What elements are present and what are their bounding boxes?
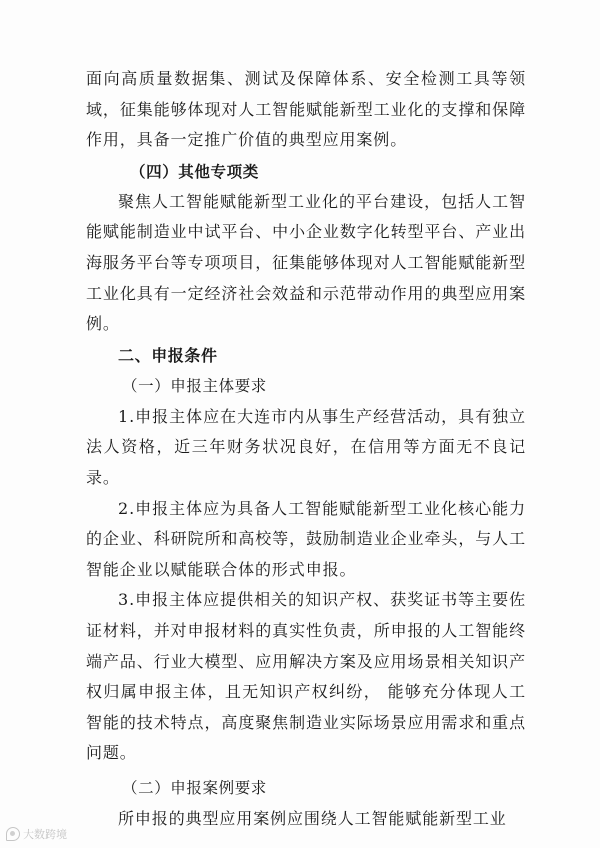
requirement-2: 2.申报主体应为具备人工智能赋能新型工业化核心能力的企业、科研院所和高校等，鼓励制造业企业牵头，与人工智能企业以赋能联合体的形式申报。 <box>86 498 526 579</box>
heading-case-requirements: （二）申报案例要求 <box>122 778 267 797</box>
watermark-text: 大数跨境 <box>23 828 67 841</box>
requirement-3: 3.申报主体应提供相关的知识产权、获奖证书等主要佐证材料，并对申报材料的真实性负责，所申报的人工智能终端产品、行业大模型、应用解决方案及应用场景相关知识产权归属申报主体，且无知识产权纠纷， 能够充分体现人工智能的技术特点，高度聚焦制造业实际场景应用需求和重点问题。 <box>86 590 526 763</box>
case-requirements-text: 所申报的典型应用案例应围绕人工智能赋能新型工业 <box>118 808 507 828</box>
heading-applicant-requirements: （一）申报主体要求 <box>122 376 267 395</box>
requirement-1: 1.申报主体应在大连市内从事生产经营活动，具有独立法人资格，近三年财务状况良好，在信用等方面无不良记录。 <box>86 406 526 487</box>
paragraph-platform-building: 聚焦人工智能赋能新型工业化的平台建设，包括人工智能赋能制造业中试平台、中小企业数字化转型平台、产业出海服务平台等专项项目，征集能够体现对人工智能赋能新型工业化具有一定经济社会效益和示范带动作用的典型应用案例。 <box>86 191 526 334</box>
watermark <box>6 826 67 842</box>
section-heading-conditions: 二、申报条件 <box>118 345 218 365</box>
document-body <box>86 64 526 834</box>
paragraph-data-security: 面向高质量数据集、测试及保障体系、安全检测工具等领域，征集能够体现对人工智能赋能新型工业化的支撑和保障作用，具备一定推广价值的典型应用案例。 <box>86 69 526 150</box>
watermark-logo-icon <box>6 827 20 841</box>
heading-other-special: （四）其他专项类 <box>130 161 259 181</box>
